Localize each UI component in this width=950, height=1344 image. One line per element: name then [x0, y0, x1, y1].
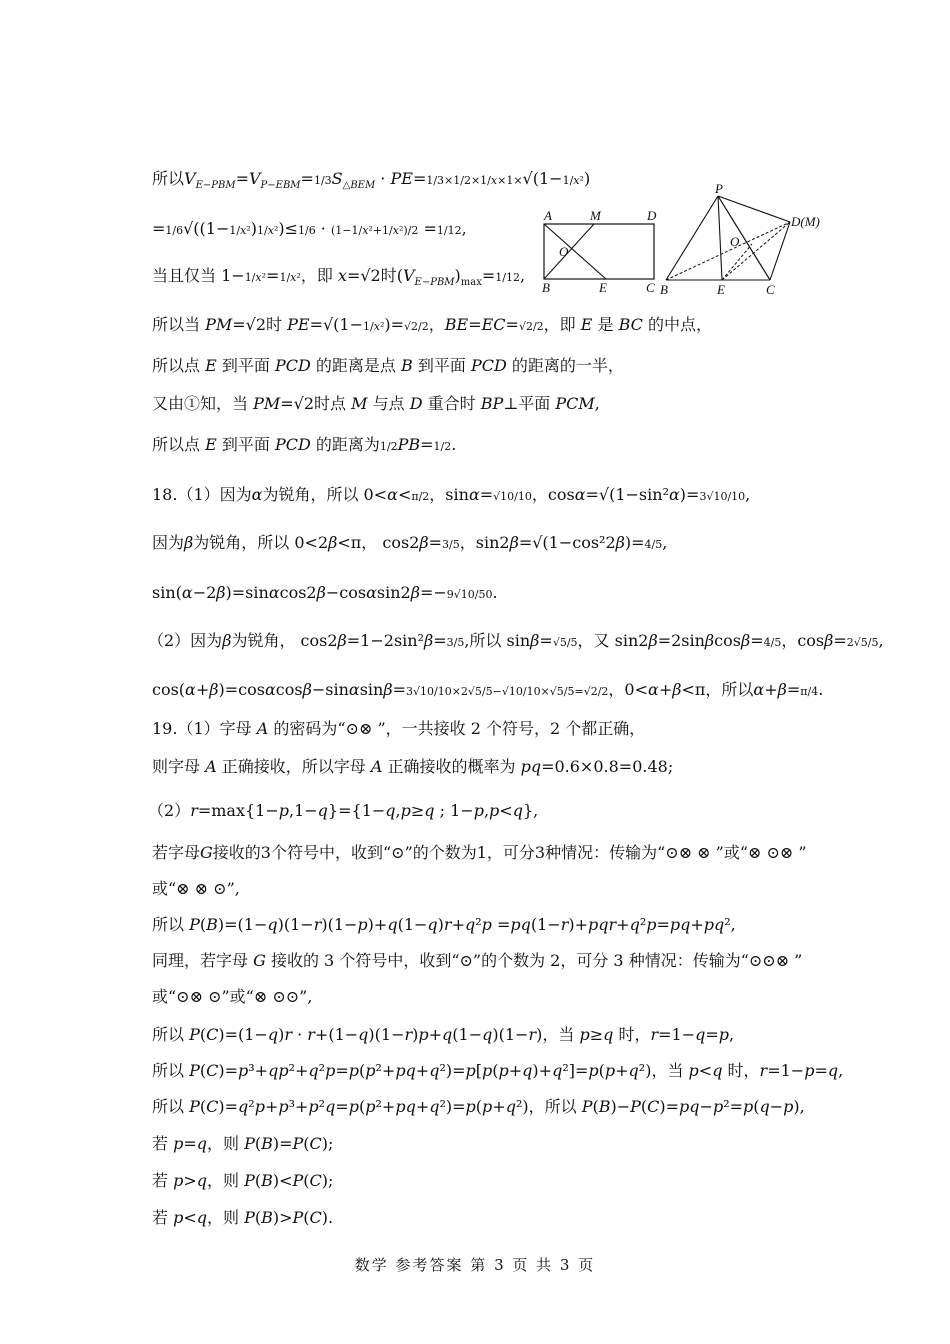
segment-mb [544, 224, 594, 279]
solution-line-25: 若 p>q，则 P(B)<P(C); [152, 1171, 334, 1190]
solution-line-23: 所以 P(C)=q²p+p³+p²q=p(p²+pq+q²)=p(p+q²)，所以 P(B)−P(C)=pq−p²=p(q−p), [152, 1097, 805, 1116]
label-dm: D(M) [791, 214, 820, 229]
label-e2: E [717, 282, 725, 297]
label-b: B [542, 280, 550, 295]
pyramid-figure [660, 184, 830, 300]
label-o: O [559, 244, 569, 259]
solution-line-19: 同理，若字母 G 接收的 3 个符号中，收到“⊙”的个数为 2，可分 3 种情况：传输为“⊙⊙⊗ ” [152, 951, 803, 970]
solution-line-20: 或“⊙⊗ ⊙”或“⊗ ⊙⊙”, [152, 987, 313, 1006]
solution-line-15: （2）r=max{1−p,1−q}={1−q,p≥q ; 1−p,p<q}, [148, 801, 539, 820]
solution-line-18: 所以 P(B)=(1−q)(1−r)(1−p)+q(1−q)r+q²p =pq(1−r)+pqr+q²p=pq+pq², [152, 915, 736, 934]
label-c2: C [766, 282, 775, 297]
solution-line-13: 19.（1）字母 A 的密码为“⊙⊗ ”，一共接收 2 个符号，2 个都正确， [152, 719, 646, 738]
label-p: P [715, 184, 723, 196]
solution-line-24: 若 p=q，则 P(B)=P(C); [152, 1134, 334, 1153]
solution-line-6: 又由①知，当 PM=√2时点 M 与点 D 重合时 BP⊥平面 PCM, [152, 394, 600, 413]
solution-line-26: 若 p<q，则 P(B)>P(C). [152, 1208, 334, 1227]
solution-line-16: 若字母G接收的3个符号中，收到“⊙”的个数为1，可分3种情况：传输为“⊙⊗ ⊗ ”或“⊗ ⊙⊗ ” [152, 843, 807, 862]
solution-line-1: 所以$V_{E-PBM}=V_{P-EBM}=1/3S_{\triangle BEM} \cdot PE=1/3\times 1/2\times 1/x\times 1\times√(1-1/x^2)$ [152, 169, 591, 192]
solution-line-9: 因为β为锐角，所以 0<2β<π， cos2β=3/5，sin2β=√(1−cos²2β)=4/5, [152, 533, 668, 552]
solution-line-2: =1/6√((1−1/x²)1/x²)≤1/6 · (1−1/x²+1/x²)/2 =1/12, [152, 219, 467, 238]
solution-line-4: 所以当 PM=√2时 PE=√(1−1/x²)=√2/2，BE=EC=√2/2，即 E 是 BC 的中点， [152, 315, 713, 334]
solution-line-11: （2）因为β为锐角， cos2β=1−2sin²β=3/5,所以 sinβ=√5/5，又 sin2β=2sinβcosβ=4/5，cosβ=2√5/5, [148, 631, 884, 650]
solution-line-12: cos(α+β)=cosαcosβ−sinαsinβ=3√10/10×2√5/5−√10/10×√5/5=√2/2，0<α+β<π，所以α+β=π/4. [152, 680, 824, 699]
solution-line-21: 所以 P(C)=(1−q)r · r+(1−q)(1−r)p+q(1−q)(1−r)，当 p≥q 时，r=1−q=p, [152, 1025, 735, 1044]
label-o2: O [730, 234, 740, 249]
solution-line-17: 或“⊗ ⊗ ⊙”, [152, 879, 240, 898]
segment-ae [544, 224, 606, 279]
solution-line-3: 当且仅当 1−1/x²=1/x²，即 x=√2时$(V_{E-PBM})_{max}=1/12$, [152, 266, 526, 289]
solution-line-5: 所以点 E 到平面 PCD 的距离是点 B 到平面 PCD 的距离的一半， [152, 356, 624, 375]
label-d: D [647, 208, 657, 223]
solution-line-8: 18.（1）因为α为锐角，所以 0<α<π/2，sinα=√10/10，cosα=√(1−sin²α)=3√10/10, [152, 485, 751, 504]
rectangle-figure [536, 208, 666, 298]
solution-line-10: sin(α−2β)=sinαcos2β−cosαsin2β=−9√10/50. [152, 583, 498, 602]
solution-line-22: 所以 P(C)=p³+qp²+q²p=p(p²+pq+q²)=p[p(p+q)+q²]=p(p+q²)，当 p<q 时，r=1−p=q, [152, 1061, 844, 1080]
label-c: C [646, 280, 655, 295]
label-a: A [544, 208, 552, 223]
label-e: E [599, 280, 607, 295]
label-b2: B [660, 282, 668, 297]
solution-line-7: 所以点 E 到平面 PCD 的距离为1/2PB=1/2. [152, 435, 457, 454]
page-footer: 数学 参考答案 第 3 页 共 3 页 [354, 1256, 596, 1274]
solution-line-14: 则字母 A 正确接收，所以字母 A 正确接收的概率为 pq=0.6×0.8=0.48; [152, 757, 674, 776]
label-m: M [590, 208, 601, 223]
